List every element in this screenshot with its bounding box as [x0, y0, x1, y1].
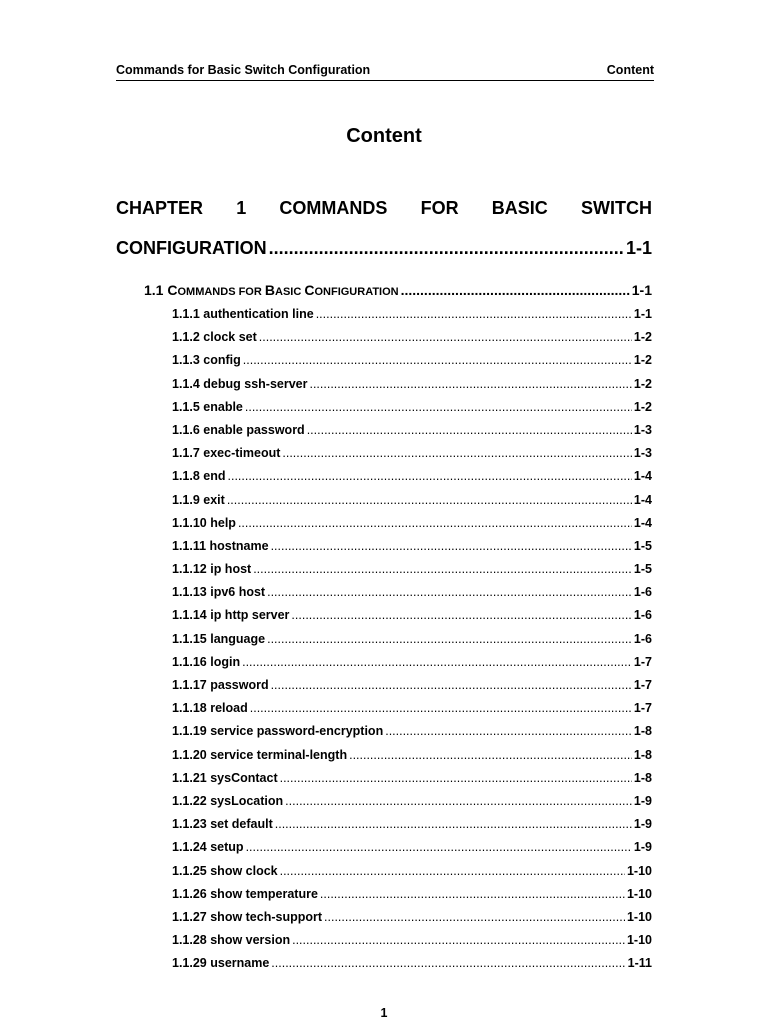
dot-leader — [259, 327, 632, 347]
toc-entry-label: 1.1.8 end — [172, 469, 226, 484]
toc-entry[interactable] — [172, 698, 652, 721]
toc-entry-page: 1-6 — [633, 631, 652, 646]
page-title: Content — [346, 125, 422, 147]
toc-entry[interactable] — [172, 397, 652, 420]
toc-entry[interactable] — [172, 582, 652, 605]
toc-entry-label: 1.1.11 hostname — [172, 538, 269, 553]
toc-entry-label: 1.1.26 show temperature — [172, 886, 318, 901]
dot-leader — [228, 466, 632, 486]
toc-section-1-1[interactable] — [144, 280, 652, 302]
toc-entry[interactable] — [172, 953, 652, 976]
dot-leader — [238, 513, 632, 533]
toc-entry-label: 1.1.16 login — [172, 654, 241, 669]
toc-entry-label: 1.1.22 sysLocation — [172, 793, 284, 808]
toc-entry-label: 1.1.7 exec-timeout — [172, 446, 281, 461]
toc-entry-page: 1-10 — [626, 909, 652, 924]
toc-entry-page: 1-2 — [633, 330, 652, 345]
chapter-word: COMMANDS — [279, 198, 388, 218]
dot-leader — [324, 907, 625, 927]
toc-entry-label: 1.1.28 show version — [172, 933, 291, 948]
toc-entry[interactable] — [172, 559, 652, 582]
toc-entry[interactable] — [172, 327, 652, 350]
toc-entry[interactable] — [172, 350, 652, 373]
toc-entry[interactable] — [172, 930, 652, 953]
toc-entry-label: 1.1.4 debug ssh-server — [172, 376, 308, 391]
dot-leader — [269, 236, 624, 260]
chapter-heading-line1[interactable] — [116, 196, 652, 220]
toc-entry[interactable] — [172, 374, 652, 397]
dot-leader — [285, 791, 632, 811]
toc-entry-label: 1.1.10 help — [172, 515, 236, 530]
toc-entry[interactable] — [172, 466, 652, 489]
toc-entry-page: 1-10 — [626, 933, 652, 948]
toc-entry-page: 1-6 — [633, 585, 652, 600]
toc-entry-label: 1.1.20 service terminal-length — [172, 747, 348, 762]
toc-entry-label: 1.1.19 service password-encryption — [172, 724, 384, 739]
toc-entry[interactable] — [172, 629, 652, 652]
dot-leader — [271, 675, 632, 695]
chapter-title-end: CONFIGURATION — [116, 238, 267, 258]
toc-entry-page: 1-7 — [633, 701, 652, 716]
toc-entry-label: 1.1.14 ip http server — [172, 608, 290, 623]
toc-entry[interactable] — [172, 443, 652, 466]
toc-entry[interactable] — [172, 605, 652, 628]
dot-leader — [309, 374, 631, 394]
dot-leader — [292, 930, 625, 950]
chapter-word: SWITCH — [580, 198, 652, 218]
toc-entry[interactable] — [172, 536, 652, 559]
toc-entry[interactable] — [172, 791, 652, 814]
toc-entry-page: 1-5 — [633, 538, 652, 553]
dot-leader — [227, 490, 632, 510]
toc-entry-page: 1-11 — [627, 956, 652, 971]
dot-leader — [385, 721, 632, 741]
toc-entry-list — [172, 304, 652, 976]
toc-entry-page: 1-4 — [633, 515, 652, 530]
toc-entry-page: 1-8 — [633, 724, 652, 739]
toc-entry-label: 1.1.5 enable — [172, 399, 243, 414]
toc-entry-label: 1.1.15 language — [172, 631, 266, 646]
toc-entry[interactable] — [172, 861, 652, 884]
chapter-word: FOR — [420, 198, 459, 218]
toc-entry-page: 1-10 — [626, 863, 652, 878]
toc-entry-label: 1.1.29 username — [172, 956, 270, 971]
toc-entry-page: 1-5 — [633, 562, 652, 577]
toc-entry-page: 1-10 — [626, 886, 652, 901]
dot-leader — [253, 559, 632, 579]
toc-entry-label: 1.1.27 show tech-support — [172, 909, 323, 924]
toc-entry[interactable] — [172, 721, 652, 744]
header-title: Commands for Basic Switch Configuration — [116, 63, 371, 77]
chapter-word: BASIC — [491, 198, 548, 218]
toc-entry[interactable] — [172, 745, 652, 768]
toc-entry-page: 1-6 — [633, 608, 652, 623]
toc-entry-page: 1-3 — [633, 422, 652, 437]
toc-entry[interactable] — [172, 304, 652, 327]
toc-entry-label: 1.1.18 reload — [172, 701, 248, 716]
toc-entry[interactable] — [172, 884, 652, 907]
toc-entry-label: 1.1.17 password — [172, 678, 269, 692]
dot-leader — [275, 814, 632, 834]
dot-leader — [246, 837, 632, 857]
toc-entry-page: 1-7 — [633, 678, 652, 692]
header-section: Content — [606, 63, 654, 77]
toc-entry[interactable] — [172, 490, 652, 513]
dot-leader — [250, 698, 632, 718]
toc-entry-page: 1-2 — [633, 399, 652, 414]
dot-leader — [267, 582, 632, 602]
toc-entry[interactable] — [172, 907, 652, 930]
toc-entry[interactable] — [172, 513, 652, 536]
chapter-word: 1 — [236, 198, 247, 218]
dot-leader — [245, 397, 632, 417]
dot-leader — [243, 350, 632, 370]
toc-entry-label: 1.1.6 enable password — [172, 422, 305, 437]
toc-entry[interactable] — [172, 768, 652, 791]
dot-leader — [320, 884, 625, 904]
toc-entry-label: 1.1.12 ip host — [172, 562, 252, 577]
toc-entry-page: 1-9 — [633, 817, 652, 832]
dot-leader — [316, 304, 632, 324]
toc-entry-page: 1-3 — [633, 446, 652, 461]
dot-leader — [291, 605, 632, 625]
section-title: COMMANDS FOR BASIC CONFIGURATION — [167, 282, 399, 298]
toc-entry-label: 1.1.13 ipv6 host — [172, 585, 266, 600]
dot-leader — [280, 768, 632, 788]
chapter-heading-line2[interactable] — [116, 236, 652, 260]
toc-entry-page: 1-9 — [633, 793, 652, 808]
toc-entry-label: 1.1.2 clock set — [172, 330, 257, 345]
chapter-page: 1-1 — [625, 238, 652, 258]
dot-leader — [280, 861, 625, 881]
dot-leader — [267, 629, 632, 649]
section-number: 1.1 — [144, 282, 164, 298]
dot-leader — [282, 443, 632, 463]
toc-entry[interactable] — [172, 814, 652, 837]
dot-leader — [271, 953, 625, 973]
toc-entry[interactable] — [172, 420, 652, 443]
toc-entry-label: 1.1.9 exit — [172, 492, 225, 507]
dot-leader — [349, 745, 632, 765]
toc-entry-page: 1-2 — [633, 353, 652, 368]
page-number: 1 — [380, 1006, 388, 1020]
toc-entry-page: 1-9 — [633, 840, 652, 855]
toc-entry-page: 1-8 — [633, 770, 652, 785]
toc-entry-label: 1.1.21 sysContact — [172, 770, 278, 785]
toc-entry[interactable] — [172, 652, 652, 675]
dot-leader — [271, 536, 632, 556]
chapter-word: CHAPTER — [116, 198, 204, 218]
running-header — [116, 62, 654, 81]
toc-entry-page: 1-4 — [633, 492, 652, 507]
toc-entry-label: 1.1.3 config — [172, 353, 241, 368]
dot-leader — [401, 280, 630, 300]
toc-entry[interactable] — [172, 675, 652, 698]
toc-entry-label: 1.1.24 setup — [172, 840, 244, 855]
toc-entry-page: 1-1 — [633, 307, 652, 321]
section-page: 1-1 — [631, 282, 652, 298]
toc-entry-label: 1.1.1 authentication line — [172, 307, 314, 321]
toc-entry[interactable] — [172, 837, 652, 860]
toc-entry-label: 1.1.23 set default — [172, 817, 273, 832]
toc-entry-page: 1-4 — [633, 469, 652, 484]
toc-entry-page: 1-8 — [633, 747, 652, 762]
toc-entry-page: 1-2 — [633, 376, 652, 391]
dot-leader — [242, 652, 632, 672]
dot-leader — [307, 420, 632, 440]
toc-entry-label: 1.1.25 show clock — [172, 863, 278, 878]
toc-entry-page: 1-7 — [633, 654, 652, 669]
